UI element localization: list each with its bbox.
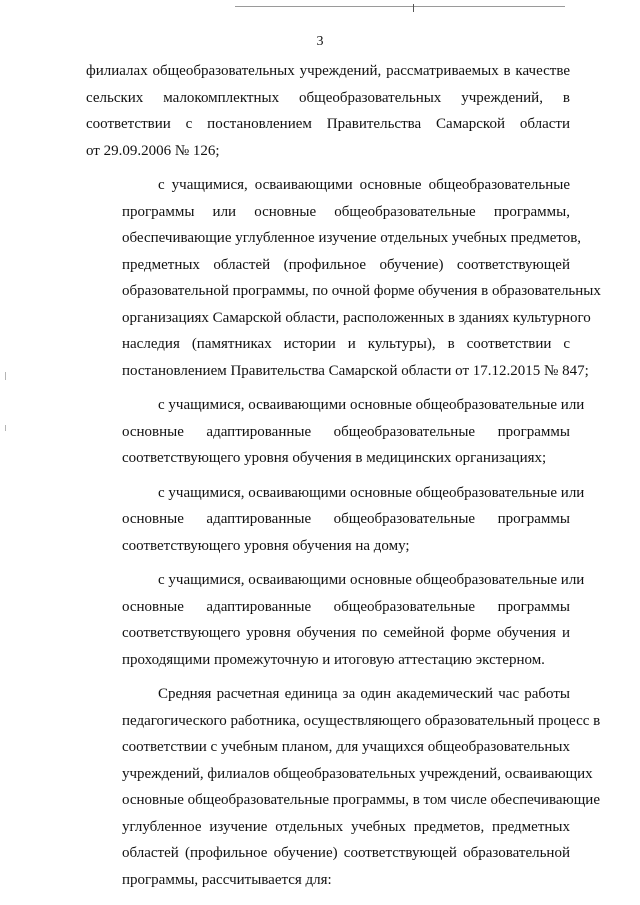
- text-line: с учащимися, осваивающими основные общеобразовательные или: [158, 484, 585, 501]
- text-line: соответствии с учебным планом, для учащихся общеобразовательных: [122, 739, 570, 755]
- text-line: образовательной программы, по очной форме обучения в образовательных: [122, 283, 601, 299]
- text-line: основные адаптированные общеобразовательные программы: [122, 511, 570, 527]
- paragraph: [86, 480, 585, 560]
- paragraph: [86, 681, 601, 893]
- text-line: филиалах общеобразовательных учреждений, рассматриваемых в качестве: [86, 63, 570, 79]
- text-line: педагогического работника, осуществляющего образовательный процесс в: [122, 712, 601, 729]
- text-line: основные адаптированные общеобразовательные программы: [122, 598, 570, 615]
- text-line: учреждений, филиалов общеобразовательных учреждений, осваивающих: [122, 765, 593, 782]
- text-line: обеспечивающие углубленное изучение отдельных учебных предметов,: [122, 230, 582, 246]
- paragraph: [86, 567, 585, 673]
- text-line: организациях Самарской области, расположенных в зданиях культурного: [122, 309, 591, 326]
- text-line: постановлением Правительства Самарской области от 17.12.2015 № 847;: [122, 362, 589, 379]
- page-number: 3: [316, 34, 324, 49]
- scan-left-mark: [5, 425, 6, 431]
- text-line: соответствующего уровня обучения на дому;: [122, 537, 410, 554]
- text-line: основные адаптированные общеобразовательные программы: [122, 423, 570, 440]
- paragraph: [86, 392, 585, 472]
- text-line: углубленное изучение отдельных учебных предметов, предметных: [122, 818, 570, 835]
- text-line: программы или основные общеобразовательные программы,: [122, 203, 570, 220]
- text-line: наследия (памятниках истории и культуры), в соответствии с: [122, 336, 570, 352]
- paragraph-continuation: [86, 58, 570, 164]
- text-line: соответствующего уровня обучения в медицинских организациях;: [122, 450, 547, 466]
- scan-top-border-line: [235, 6, 565, 7]
- text-line: от 29.09.2006 № 126;: [86, 142, 220, 159]
- text-line: Средняя расчетная единица за один академический час работы: [158, 686, 570, 702]
- text-line: соответствующего уровня обучения по семейной форме обучения и: [122, 625, 570, 641]
- scan-top-mark: [413, 4, 414, 12]
- scan-left-mark: [5, 372, 6, 380]
- text-line: основные общеобразовательные программы, в том числе обеспечивающие: [122, 792, 600, 808]
- paragraph: [86, 172, 601, 384]
- text-line: предметных областей (профильное обучение) соответствующей: [122, 256, 570, 273]
- text-line: с учащимися, осваивающими основные общеобразовательные или: [158, 572, 585, 588]
- text-line: проходящими промежуточную и итоговую аттестацию экстерном.: [122, 651, 545, 668]
- text-line: с учащимися, осваивающими основные общеобразовательные: [158, 177, 570, 193]
- document-body: [86, 58, 601, 901]
- text-line: областей (профильное обучение) соответствующей образовательной: [122, 845, 570, 861]
- text-line: программы, рассчитывается для:: [122, 871, 332, 888]
- text-line: соответствии с постановлением Правительства Самарской области: [86, 116, 570, 132]
- text-line: сельских малокомплектных общеобразовательных учреждений, в: [86, 89, 570, 106]
- text-line: с учащимися, осваивающими основные общеобразовательные или: [158, 397, 585, 413]
